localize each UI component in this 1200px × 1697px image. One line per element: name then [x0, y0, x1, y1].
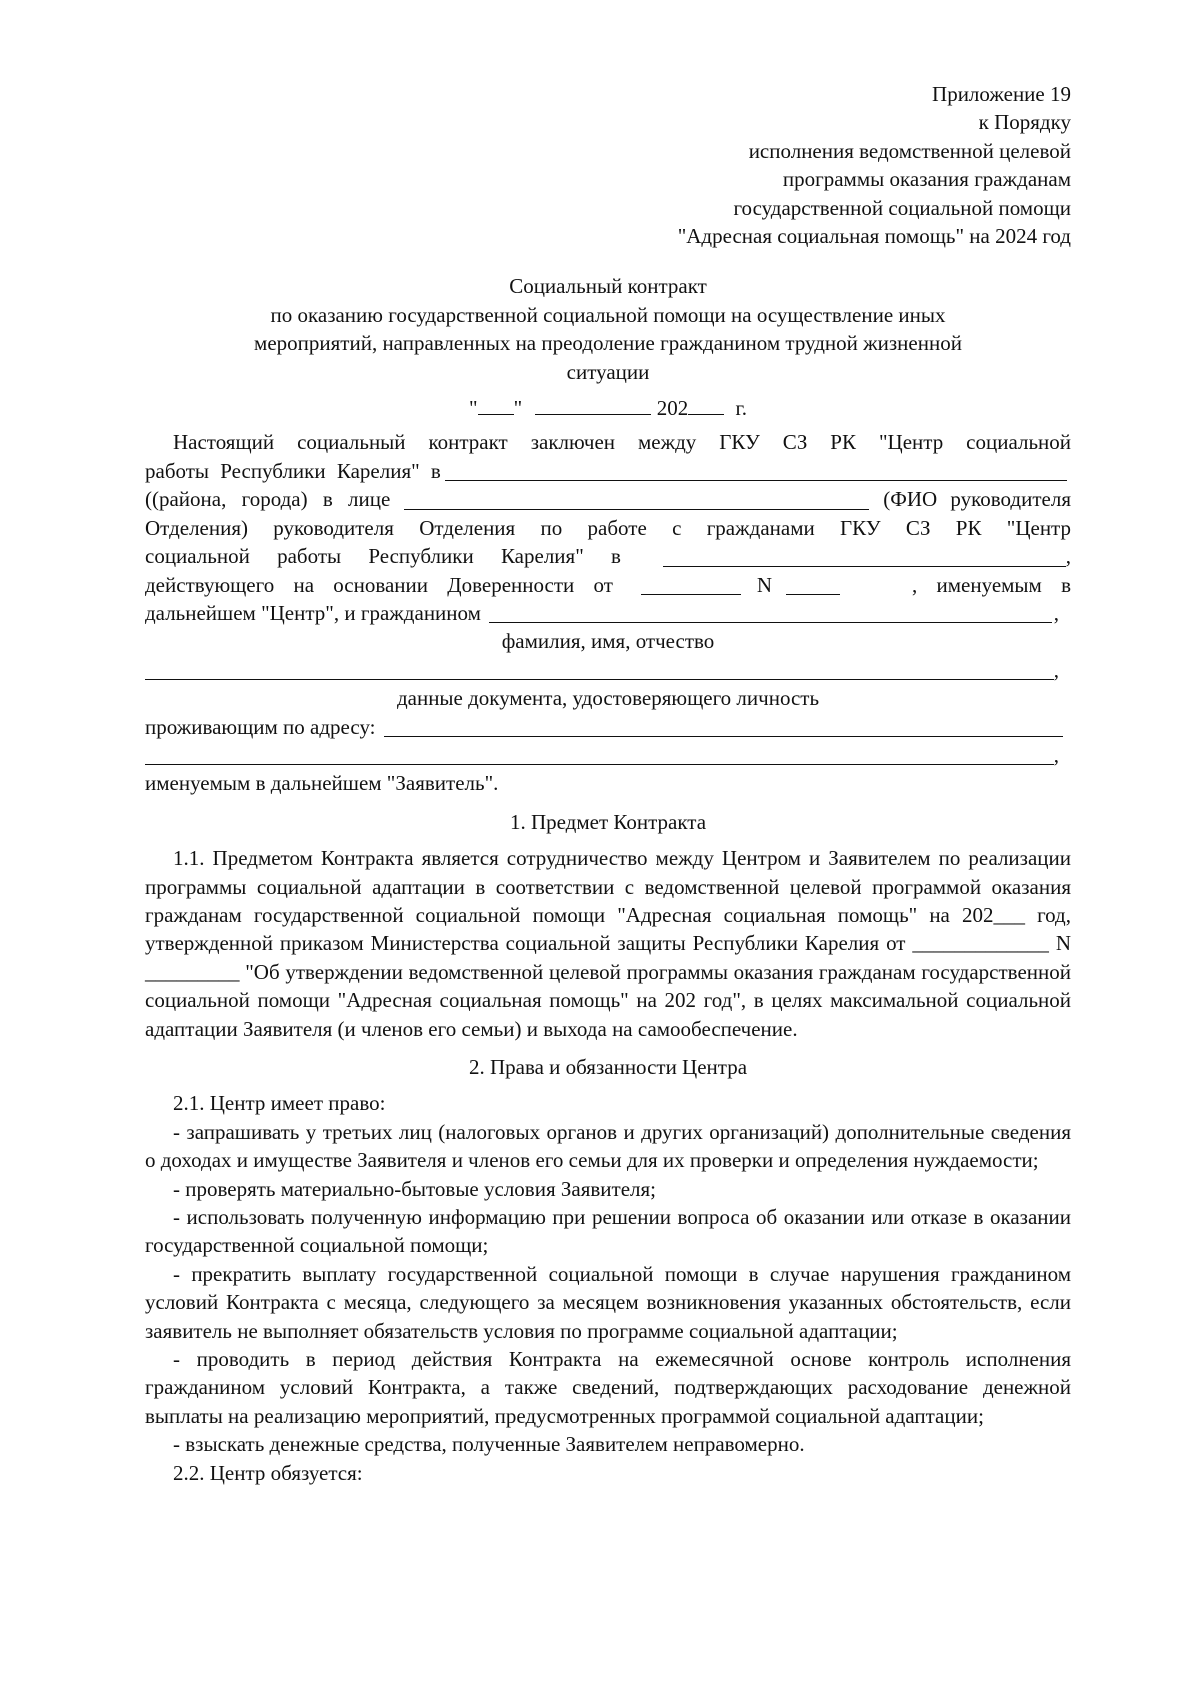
- title-line: Социальный контракт: [509, 274, 707, 299]
- intro-line-1: Настоящий социальный контракт заключен между ГКУ СЗ РК "Центр социальной: [173, 430, 1071, 455]
- address-blank[interactable]: [384, 714, 1064, 737]
- section-1-title: 1. Предмет Контракта: [509, 809, 707, 834]
- appendix-line: государственной социальной помощи: [733, 195, 1071, 220]
- intro-line-7: [145, 599, 1071, 627]
- id-document-blank[interactable]: [145, 657, 1054, 680]
- list-item: - взыскать денежные средства, полученные Заявителем неправомерно.: [173, 1432, 805, 1457]
- title-line: ситуации: [566, 359, 650, 384]
- intro-text: , именуемым в: [912, 572, 1071, 597]
- appendix-line: Приложение 19: [932, 82, 1071, 106]
- day-blank[interactable]: [478, 392, 514, 415]
- intro-text: ,: [1053, 742, 1059, 767]
- intro-line-3: [145, 485, 1071, 513]
- list-item: - запрашивать у третьих лиц (налоговых органов и других организаций) дополнительные сведения о доходах и имуществе Заявителя и членов его семьи для их проверки и определения нуждаемости;: [145, 1119, 1071, 1173]
- appendix-line: к Порядку: [978, 110, 1071, 135]
- list-item: - проводить в период действия Контракта на ежемесячной основе контроль исполнения гражданином условий Контракта, а также сведений, подтверждающих расходование денежной выплаты на реализацию мероприятий, предусмотренных программой социальной адаптации;: [145, 1347, 1071, 1428]
- list-item: - прекратить выплату государственной социальной помощи в случае нарушения гражданином условий Контракта с месяца, следующего за месяцем возникновения указанных обстоятельств, если заявитель не выполняет обязательств условия по программе социальной адаптации;: [145, 1261, 1071, 1343]
- intro-line-9: [145, 713, 1071, 741]
- section-2-1-heading: 2.1. Центр имеет право:: [173, 1091, 386, 1116]
- intro-line-10: [145, 741, 1071, 769]
- date-line: [145, 392, 1071, 422]
- section-2-2-heading: 2.2. Центр обязуется:: [173, 1460, 363, 1485]
- list-item: - проверять материально-бытовые условия Заявителя;: [173, 1176, 656, 1201]
- title-line: мероприятий, направленных на преодоление гражданином трудной жизненной: [254, 331, 962, 356]
- appendix-header: [145, 80, 1071, 250]
- intro-line-2: [145, 457, 1071, 485]
- intro-text: дальнейшем "Центр", и гражданином: [145, 600, 481, 625]
- intro-text: ,: [1053, 600, 1059, 625]
- appendix-line: программы оказания гражданам: [782, 167, 1071, 192]
- title-line: по оказанию государственной социальной помощи на осуществление иных: [270, 302, 946, 327]
- address-blank-2[interactable]: [145, 742, 1054, 765]
- intro-text: ,: [1053, 657, 1059, 682]
- year-blank[interactable]: [688, 392, 724, 415]
- branch-name-blank[interactable]: [663, 544, 1066, 567]
- year-prefix: 202: [656, 396, 689, 421]
- intro-line-6: [145, 571, 1071, 599]
- intro-line-11: именуемым в дальнейшем "Заявитель".: [145, 771, 499, 796]
- power-of-attorney-number-blank[interactable]: [786, 572, 840, 595]
- quote-close: ": [513, 396, 523, 421]
- section-2-title: 2. Права и обязанности Центра: [468, 1055, 748, 1079]
- section-1-paragraph: 1.1. Предметом Контракта является сотрудничество между Центром и Заявителем по реализации программы социальной адаптации в соответствии с ведомственной целевой программой оказания гражданам государственной социальной помощи "Адресная социальная помощь" на 202___ год, утвержденной приказом Министерства социальной защиты Республики Карелия от _____________ N _________ "Об утверждении ведомственной целевой программы оказания гражданам государственной социальной помощи "Адресная социальная помощь" на 202 год", в целях максимальной социальной адаптации Заявителя (и членов его семьи) и выхода на самообеспечение.: [145, 846, 1071, 1041]
- intro-line-8: [145, 656, 1071, 684]
- branch-blank[interactable]: [445, 458, 1067, 481]
- intro-text: ((района, города) в лице: [145, 487, 391, 512]
- intro-line-4: Отделения) руководителя Отделения по работе с гражданами ГКУ СЗ РК "Центр: [145, 515, 1071, 540]
- list-item: - использовать полученную информацию при решении вопроса об оказании или отказе в оказании государственной социальной помощи;: [145, 1205, 1071, 1258]
- document-page: [145, 80, 1071, 1487]
- intro-line-5: [145, 542, 1071, 570]
- citizen-name-blank[interactable]: [489, 600, 1052, 623]
- intro-text: проживающим по адресу:: [145, 714, 376, 739]
- intro-text: социальной работы Республики Карелия" в: [145, 544, 621, 569]
- intro-text: ,: [1065, 544, 1071, 569]
- caption-doc: данные документа, удостоверяющего личность: [396, 686, 820, 711]
- month-blank[interactable]: [535, 392, 651, 415]
- quote-open: ": [469, 396, 478, 421]
- year-suffix: г.: [735, 396, 747, 421]
- appendix-line: "Адресная социальная помощь" на 2024 год: [677, 224, 1071, 249]
- intro-text: N: [756, 572, 773, 597]
- power-of-attorney-date-blank[interactable]: [641, 572, 741, 595]
- document-title: [145, 272, 1071, 386]
- intro-text: работы Республики Карелия" в: [145, 458, 441, 483]
- intro-text: действующего на основании Доверенности от: [145, 572, 613, 597]
- representative-blank[interactable]: [404, 487, 869, 510]
- appendix-line: исполнения ведомственной целевой: [748, 138, 1071, 163]
- caption-fio: фамилия, имя, отчество: [501, 629, 715, 654]
- intro-text: (ФИО руководителя: [883, 487, 1071, 512]
